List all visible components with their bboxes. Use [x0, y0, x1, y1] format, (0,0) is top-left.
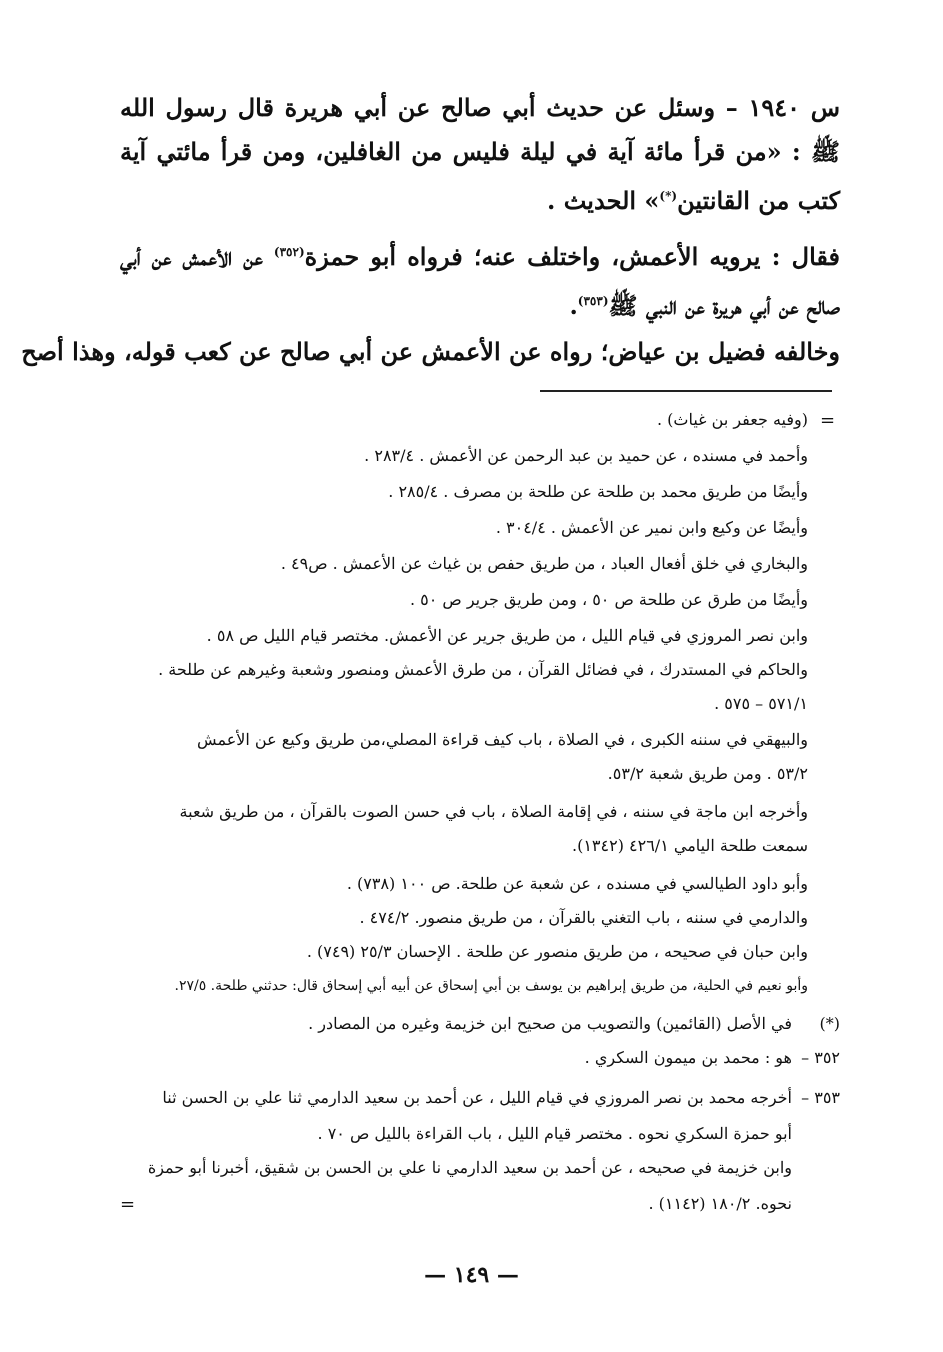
dissent-paragraph: [21, 330, 840, 374]
footnote-353-label: ٣٥٣ –: [801, 1088, 840, 1107]
dissent-text: وخالفه فضيل بن عياض؛ رواه عن الأعمش عن أبي صالح عن كعب قوله، وهذا أصح: [21, 337, 840, 366]
footnote-line: والبخاري في خلق أفعال العباد ، من طريق حفص بن غياث عن الأعمش . ص٤٩ .: [280, 554, 808, 573]
answer-paragraph: [120, 230, 840, 318]
footnote-line: وأبو داود الطيالسي في مسنده ، عن شعبة عن طلحة. ص ١٠٠ (٧٣٨) .: [346, 874, 808, 893]
question-text-tail: » الحديث .: [547, 186, 660, 215]
footnote-line: وأحمد في مسنده ، عن حميد بن عبد الرحمن عن الأعمش . ٢٨٣/٤ .: [364, 446, 808, 465]
footnote-line: ٥٧١/١ – ٥٧٥ .: [714, 694, 808, 713]
footnote-353-line: أخرجه محمد بن نصر المروزي في قيام الليل ، عن أحمد بن سعيد الدارمي ثنا علي بن الحسن ثنا: [162, 1088, 792, 1107]
footnote-star-text: في الأصل (القائمين) والتصويب من صحيح ابن خزيمة وغيره من المصادر .: [308, 1014, 792, 1033]
answer-text-b: عن الأعمش عن أبي صالح عن أبي هريرة عن النبي ﷺ: [120, 242, 840, 320]
main-text: [21, 86, 841, 374]
footnote-353-line: أبو حمزة السكري نحوه . مختصر قيام الليل ، باب القراءة بالليل ص ٧٠ .: [317, 1124, 792, 1143]
footnote-line: وأبو نعيم في الحلية، من طريق إبراهيم بن يوسف بن أبي إسحاق عن أبيه أبي إسحاق قال: حدثني طلحة. ٢٧/٥.: [174, 978, 808, 994]
footnote-line: والبيهقي في سننه الكبرى ، في الصلاة ، باب كيف قراءة المصلي،من طريق وكيع عن الأعمش: [197, 730, 808, 749]
footnote-line: وأخرجه ابن ماجة في سننه ، في إقامة الصلاة ، باب في حسن الصوت بالقرآن ، من طريق شعبة: [179, 802, 808, 821]
footnote-line: وأيضًا من طرق عن طلحة ص ٥٠ ، ومن طريق جرير ص ٥٠ .: [409, 590, 808, 609]
footnote-star-label: (*): [819, 1014, 840, 1033]
end-continuation-marker: =: [120, 1194, 136, 1215]
footnote-separator: [540, 390, 832, 392]
footnote-line: والحاكم في المستدرك ، في فضائل القرآن ، من طرق الأعمش ومنصور وشعبة وغيرهم عن طلحة .: [158, 660, 808, 679]
footnote-line: والدارمي في سننه ، باب التغني بالقرآن ، من طريق منصور. ٤٧٤/٢ .: [359, 908, 808, 927]
footnote-line: وابن حبان في صحيحه ، من طريق منصور عن طلحة . الإحسان ٢٥/٣ (٧٤٩) .: [306, 942, 808, 961]
footnote-352-label: ٣٥٢ –: [801, 1048, 840, 1067]
footnote-line: وابن نصر المروزي في قيام الليل ، من طريق جرير عن الأعمش. مختصر قيام الليل ص ٥٨ .: [206, 626, 808, 645]
question-paragraph: [120, 86, 840, 218]
footnote-ref-353: (٣٥٣): [577, 294, 609, 308]
question-text: وسئل عن حديث أبي صالح عن أبي هريرة قال رسول الله ﷺ : «من قرأ مائة آية في ليلة فليس من الغافلين، ومن قرأ مائتي آية كتب من القانتين: [120, 93, 840, 215]
question-number: س ١٩٤٠ –: [725, 93, 841, 122]
footnote-line: وأيضًا عن وكيع وابن نمير عن الأعمش . ٣٠٤/٤ .: [495, 518, 808, 537]
footnote-line: وأيضًا من طريق محمد بن طلحة عن طلحة بن مصرف . ٢٨٥/٤ .: [388, 482, 808, 501]
footnote-353-line: نحوه. ١٨٠/٢ (١١٤٢) .: [648, 1194, 792, 1213]
answer-text-a: فقال : يرويه الأعمش، واختلف عنه؛ فرواه أبو حمزة: [304, 242, 840, 271]
page-number: — ١٤٩ —: [424, 1262, 519, 1288]
footnote-353-line: وابن خزيمة في صحيحه ، عن أحمد بن سعيد الدارمي نا علي بن الحسن بن شقيق، أخبرنا أبو حمزة: [147, 1158, 792, 1177]
footnote-352-text: هو : محمد بن ميمون السكري .: [584, 1048, 792, 1067]
footnote-line: ٥٣/٢ . ومن طريق شعبة ٥٣/٢.: [607, 764, 808, 783]
footnote-line: سمعت طلحة اليامي ٤٢٦/١ (١٣٤٢).: [571, 836, 808, 855]
footnote-ref-star: (*): [659, 189, 678, 203]
continuation-marker: =: [820, 410, 836, 431]
footnote-line: (وفيه جعفر بن غياث) .: [657, 410, 808, 429]
footnote-ref-352: (٣٥٢): [273, 245, 305, 259]
answer-text-c: .: [569, 291, 578, 320]
